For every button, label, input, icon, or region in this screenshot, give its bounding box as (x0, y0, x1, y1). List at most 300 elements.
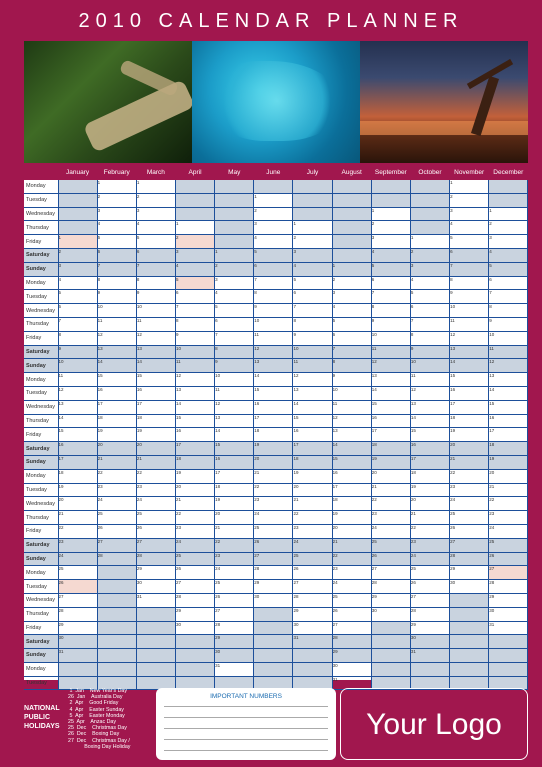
day-cell[interactable]: 3 (58, 262, 97, 276)
day-cell[interactable]: 9 (332, 373, 371, 387)
day-cell[interactable]: 26 (371, 552, 410, 566)
day-cell[interactable] (332, 193, 371, 207)
day-cell[interactable] (136, 635, 175, 649)
day-cell[interactable]: 10 (254, 317, 293, 331)
day-cell[interactable]: 7 (371, 290, 410, 304)
day-cell[interactable]: 11 (450, 317, 489, 331)
day-cell[interactable] (332, 221, 371, 235)
day-cell[interactable]: 11 (136, 317, 175, 331)
day-cell[interactable]: 31 (293, 635, 332, 649)
day-cell[interactable]: 9 (489, 317, 528, 331)
day-cell[interactable]: 4 (97, 221, 136, 235)
day-cell[interactable]: 11 (215, 386, 254, 400)
day-cell[interactable]: 27 (410, 593, 449, 607)
day-cell[interactable]: 20 (97, 442, 136, 456)
day-cell[interactable]: 28 (215, 621, 254, 635)
day-cell[interactable]: 30 (58, 635, 97, 649)
day-cell[interactable]: 3 (136, 207, 175, 221)
day-cell[interactable]: 6 (254, 262, 293, 276)
day-cell[interactable]: 9 (254, 304, 293, 318)
day-cell[interactable]: 4 (215, 290, 254, 304)
day-cell[interactable] (450, 593, 489, 607)
day-cell[interactable]: 2 (410, 248, 449, 262)
day-cell[interactable]: 18 (410, 469, 449, 483)
day-cell[interactable]: 11 (175, 359, 214, 373)
day-cell[interactable]: 28 (136, 552, 175, 566)
day-cell[interactable]: 10 (58, 359, 97, 373)
day-cell[interactable]: 6 (410, 304, 449, 318)
day-cell[interactable]: 14 (58, 414, 97, 428)
day-cell[interactable]: 12 (489, 359, 528, 373)
day-cell[interactable]: 19 (175, 469, 214, 483)
day-cell[interactable]: 25 (254, 524, 293, 538)
day-cell[interactable]: 30 (489, 607, 528, 621)
day-cell[interactable]: 26 (175, 566, 214, 580)
day-cell[interactable]: 9 (58, 345, 97, 359)
day-cell[interactable]: 23 (136, 483, 175, 497)
day-cell[interactable] (371, 621, 410, 635)
day-cell[interactable]: 26 (97, 524, 136, 538)
day-cell[interactable]: 1 (175, 221, 214, 235)
day-cell[interactable]: 25 (450, 511, 489, 525)
day-cell[interactable] (254, 649, 293, 663)
day-cell[interactable]: 27 (175, 580, 214, 594)
day-cell[interactable]: 13 (410, 400, 449, 414)
day-cell[interactable]: 16 (371, 414, 410, 428)
day-cell[interactable]: 17 (332, 483, 371, 497)
day-cell[interactable]: 14 (293, 400, 332, 414)
day-cell[interactable]: 22 (489, 497, 528, 511)
day-cell[interactable]: 1 (371, 207, 410, 221)
day-cell[interactable]: 11 (410, 373, 449, 387)
day-cell[interactable]: 13 (136, 345, 175, 359)
day-cell[interactable]: 15 (332, 455, 371, 469)
day-cell[interactable]: 1 (450, 180, 489, 193)
day-cell[interactable]: 4 (332, 304, 371, 318)
day-cell[interactable]: 1 (410, 235, 449, 249)
day-cell[interactable]: 15 (371, 400, 410, 414)
day-cell[interactable] (215, 180, 254, 193)
day-cell[interactable]: 30 (293, 621, 332, 635)
day-cell[interactable]: 19 (410, 483, 449, 497)
day-cell[interactable] (332, 180, 371, 193)
day-cell[interactable]: 15 (450, 373, 489, 387)
day-cell[interactable]: 17 (175, 442, 214, 456)
day-cell[interactable]: 19 (293, 469, 332, 483)
day-cell[interactable] (293, 180, 332, 193)
day-cell[interactable]: 29 (410, 621, 449, 635)
day-cell[interactable] (175, 662, 214, 676)
day-cell[interactable]: 2 (489, 221, 528, 235)
day-cell[interactable]: 18 (58, 469, 97, 483)
day-cell[interactable]: 21 (97, 455, 136, 469)
day-cell[interactable]: 22 (371, 497, 410, 511)
day-cell[interactable] (450, 662, 489, 676)
day-cell[interactable]: 20 (215, 511, 254, 525)
day-cell[interactable]: 28 (410, 607, 449, 621)
day-cell[interactable] (332, 248, 371, 262)
day-cell[interactable]: 18 (97, 414, 136, 428)
day-cell[interactable]: 9 (136, 290, 175, 304)
day-cell[interactable]: 4 (58, 276, 97, 290)
day-cell[interactable]: 15 (489, 400, 528, 414)
day-cell[interactable]: 4 (371, 248, 410, 262)
day-cell[interactable]: 21 (293, 497, 332, 511)
day-cell[interactable]: 28 (332, 635, 371, 649)
day-cell[interactable]: 9 (293, 331, 332, 345)
day-cell[interactable]: 12 (215, 400, 254, 414)
day-cell[interactable] (410, 207, 449, 221)
day-cell[interactable]: 19 (371, 455, 410, 469)
day-cell[interactable]: 10 (136, 304, 175, 318)
day-cell[interactable]: 1 (97, 180, 136, 193)
day-cell[interactable]: 2 (136, 193, 175, 207)
day-cell[interactable]: 28 (58, 607, 97, 621)
day-cell[interactable]: 19 (332, 511, 371, 525)
day-cell[interactable]: 5 (254, 248, 293, 262)
day-cell[interactable] (136, 662, 175, 676)
day-cell[interactable] (293, 193, 332, 207)
day-cell[interactable]: 15 (254, 386, 293, 400)
day-cell[interactable]: 16 (254, 400, 293, 414)
day-cell[interactable] (58, 193, 97, 207)
day-cell[interactable]: 4 (410, 276, 449, 290)
day-cell[interactable]: 11 (97, 317, 136, 331)
day-cell[interactable]: 16 (293, 428, 332, 442)
day-cell[interactable] (293, 662, 332, 676)
day-cell[interactable]: 13 (254, 359, 293, 373)
day-cell[interactable] (371, 649, 410, 663)
day-cell[interactable]: 25 (58, 566, 97, 580)
day-cell[interactable]: 20 (293, 483, 332, 497)
day-cell[interactable] (489, 180, 528, 193)
day-cell[interactable]: 29 (58, 621, 97, 635)
day-cell[interactable]: 27 (58, 593, 97, 607)
day-cell[interactable]: 26 (293, 566, 332, 580)
day-cell[interactable]: 3 (215, 276, 254, 290)
day-cell[interactable]: 23 (410, 538, 449, 552)
day-cell[interactable] (489, 649, 528, 663)
day-cell[interactable]: 5 (371, 262, 410, 276)
day-cell[interactable]: 2 (215, 262, 254, 276)
day-cell[interactable]: 2 (293, 235, 332, 249)
day-cell[interactable]: 27 (332, 621, 371, 635)
day-cell[interactable]: 29 (136, 566, 175, 580)
day-cell[interactable]: 21 (489, 483, 528, 497)
day-cell[interactable]: 11 (293, 359, 332, 373)
day-cell[interactable]: 1 (489, 207, 528, 221)
day-cell[interactable]: 11 (489, 345, 528, 359)
day-cell[interactable]: 1 (136, 180, 175, 193)
day-cell[interactable]: 24 (136, 497, 175, 511)
day-cell[interactable]: 3 (97, 207, 136, 221)
day-cell[interactable]: 9 (450, 290, 489, 304)
day-cell[interactable]: 25 (175, 552, 214, 566)
day-cell[interactable]: 26 (58, 580, 97, 594)
day-cell[interactable]: 12 (175, 373, 214, 387)
day-cell[interactable] (97, 580, 136, 594)
day-cell[interactable]: 31 (136, 593, 175, 607)
day-cell[interactable]: 31 (58, 649, 97, 663)
day-cell[interactable]: 8 (175, 317, 214, 331)
day-cell[interactable]: 16 (58, 442, 97, 456)
day-cell[interactable]: 24 (371, 524, 410, 538)
day-cell[interactable]: 21 (175, 497, 214, 511)
day-cell[interactable]: 18 (332, 497, 371, 511)
day-cell[interactable]: 18 (136, 414, 175, 428)
day-cell[interactable]: 24 (97, 497, 136, 511)
day-cell[interactable] (254, 662, 293, 676)
day-cell[interactable]: 29 (371, 593, 410, 607)
day-cell[interactable]: 11 (371, 345, 410, 359)
day-cell[interactable]: 2 (97, 193, 136, 207)
day-cell[interactable]: 30 (136, 580, 175, 594)
day-cell[interactable]: 2 (254, 207, 293, 221)
day-cell[interactable]: 22 (254, 483, 293, 497)
day-cell[interactable]: 24 (254, 511, 293, 525)
day-cell[interactable] (175, 193, 214, 207)
day-cell[interactable]: 19 (489, 455, 528, 469)
day-cell[interactable]: 10 (293, 345, 332, 359)
day-cell[interactable] (489, 193, 528, 207)
day-cell[interactable]: 18 (489, 442, 528, 456)
day-cell[interactable] (410, 193, 449, 207)
day-cell[interactable]: 20 (489, 469, 528, 483)
day-cell[interactable]: 3 (293, 248, 332, 262)
day-cell[interactable]: 26 (254, 538, 293, 552)
day-cell[interactable]: 14 (254, 373, 293, 387)
day-cell[interactable]: 9 (410, 345, 449, 359)
day-cell[interactable]: 14 (97, 359, 136, 373)
day-cell[interactable]: 6 (58, 304, 97, 318)
day-cell[interactable]: 25 (97, 511, 136, 525)
day-cell[interactable]: 5 (175, 276, 214, 290)
day-cell[interactable] (58, 207, 97, 221)
day-cell[interactable]: 27 (489, 566, 528, 580)
day-cell[interactable]: 13 (450, 345, 489, 359)
day-cell[interactable]: 10 (410, 359, 449, 373)
day-cell[interactable]: 8 (58, 331, 97, 345)
day-cell[interactable]: 22 (215, 538, 254, 552)
day-cell[interactable]: 10 (332, 386, 371, 400)
day-cell[interactable]: 28 (293, 593, 332, 607)
day-cell[interactable]: 28 (371, 580, 410, 594)
day-cell[interactable]: 2 (450, 193, 489, 207)
day-cell[interactable] (254, 635, 293, 649)
day-cell[interactable]: 18 (175, 455, 214, 469)
day-cell[interactable]: 3 (332, 290, 371, 304)
day-cell[interactable]: 10 (450, 304, 489, 318)
day-cell[interactable]: 9 (215, 359, 254, 373)
day-cell[interactable]: 22 (410, 524, 449, 538)
day-cell[interactable] (97, 649, 136, 663)
day-cell[interactable]: 21 (371, 483, 410, 497)
day-cell[interactable]: 23 (254, 497, 293, 511)
day-cell[interactable]: 16 (97, 386, 136, 400)
day-cell[interactable] (97, 566, 136, 580)
day-cell[interactable]: 13 (58, 400, 97, 414)
day-cell[interactable]: 29 (293, 607, 332, 621)
day-cell[interactable]: 24 (215, 566, 254, 580)
day-cell[interactable]: 12 (254, 345, 293, 359)
day-cell[interactable]: 20 (254, 455, 293, 469)
day-cell[interactable]: 3 (450, 207, 489, 221)
day-cell[interactable]: 28 (97, 552, 136, 566)
day-cell[interactable]: 16 (410, 442, 449, 456)
day-cell[interactable]: 7 (254, 276, 293, 290)
day-cell[interactable]: 15 (136, 373, 175, 387)
day-cell[interactable] (97, 607, 136, 621)
day-cell[interactable]: 20 (175, 483, 214, 497)
day-cell[interactable]: 24 (410, 552, 449, 566)
day-cell[interactable]: 5 (97, 235, 136, 249)
day-cell[interactable]: 2 (175, 235, 214, 249)
day-cell[interactable]: 19 (97, 428, 136, 442)
day-cell[interactable]: 1 (293, 221, 332, 235)
day-cell[interactable]: 4 (293, 262, 332, 276)
day-cell[interactable]: 18 (371, 442, 410, 456)
day-cell[interactable]: 30 (450, 580, 489, 594)
day-cell[interactable]: 7 (489, 290, 528, 304)
day-cell[interactable]: 12 (410, 386, 449, 400)
day-cell[interactable] (97, 621, 136, 635)
day-cell[interactable] (371, 193, 410, 207)
day-cell[interactable]: 7 (175, 304, 214, 318)
day-cell[interactable]: 9 (175, 331, 214, 345)
day-cell[interactable] (175, 635, 214, 649)
day-cell[interactable]: 5 (450, 235, 489, 249)
day-cell[interactable] (410, 180, 449, 193)
day-cell[interactable]: 31 (332, 676, 371, 690)
day-cell[interactable] (175, 180, 214, 193)
day-cell[interactable]: 6 (136, 248, 175, 262)
day-cell[interactable]: 17 (371, 428, 410, 442)
day-cell[interactable]: 23 (215, 552, 254, 566)
day-cell[interactable]: 17 (410, 455, 449, 469)
day-cell[interactable] (215, 207, 254, 221)
day-cell[interactable]: 15 (97, 373, 136, 387)
day-cell[interactable] (450, 621, 489, 635)
day-cell[interactable]: 27 (136, 538, 175, 552)
day-cell[interactable]: 9 (97, 290, 136, 304)
day-cell[interactable]: 6 (489, 276, 528, 290)
day-cell[interactable]: 4 (175, 262, 214, 276)
day-cell[interactable]: 14 (450, 359, 489, 373)
day-cell[interactable]: 28 (489, 580, 528, 594)
day-cell[interactable]: 14 (215, 428, 254, 442)
day-cell[interactable]: 2 (332, 276, 371, 290)
day-cell[interactable]: 20 (58, 497, 97, 511)
day-cell[interactable]: 7 (136, 262, 175, 276)
day-cell[interactable]: 8 (215, 345, 254, 359)
day-cell[interactable]: 5 (58, 290, 97, 304)
day-cell[interactable]: 23 (293, 524, 332, 538)
day-cell[interactable]: 6 (97, 248, 136, 262)
day-cell[interactable] (136, 649, 175, 663)
day-cell[interactable] (332, 235, 371, 249)
day-cell[interactable]: 8 (97, 276, 136, 290)
day-cell[interactable] (97, 662, 136, 676)
day-cell[interactable]: 28 (450, 552, 489, 566)
day-cell[interactable] (97, 635, 136, 649)
day-cell[interactable]: 11 (332, 400, 371, 414)
day-cell[interactable]: 30 (175, 621, 214, 635)
day-cell[interactable]: 7 (97, 262, 136, 276)
day-cell[interactable]: 23 (97, 483, 136, 497)
day-cell[interactable]: 16 (332, 469, 371, 483)
day-cell[interactable] (136, 621, 175, 635)
day-cell[interactable]: 27 (450, 538, 489, 552)
day-cell[interactable]: 12 (293, 373, 332, 387)
day-cell[interactable]: 28 (175, 593, 214, 607)
day-cell[interactable]: 11 (254, 331, 293, 345)
day-cell[interactable]: 1 (215, 248, 254, 262)
day-cell[interactable]: 6 (371, 276, 410, 290)
day-cell[interactable]: 26 (450, 524, 489, 538)
day-cell[interactable]: 29 (215, 635, 254, 649)
day-cell[interactable]: 30 (215, 649, 254, 663)
day-cell[interactable]: 12 (97, 331, 136, 345)
day-cell[interactable]: 25 (332, 593, 371, 607)
day-cell[interactable]: 24 (175, 538, 214, 552)
day-cell[interactable]: 24 (489, 524, 528, 538)
day-cell[interactable]: 29 (332, 649, 371, 663)
day-cell[interactable]: 16 (175, 428, 214, 442)
day-cell[interactable]: 23 (332, 566, 371, 580)
day-cell[interactable] (136, 607, 175, 621)
day-cell[interactable] (58, 221, 97, 235)
day-cell[interactable]: 29 (254, 580, 293, 594)
day-cell[interactable]: 27 (97, 538, 136, 552)
day-cell[interactable]: 23 (489, 511, 528, 525)
day-cell[interactable]: 6 (293, 290, 332, 304)
day-cell[interactable]: 15 (175, 414, 214, 428)
day-cell[interactable]: 8 (254, 290, 293, 304)
day-cell[interactable]: 14 (371, 386, 410, 400)
day-cell[interactable]: 13 (371, 373, 410, 387)
day-cell[interactable]: 16 (136, 386, 175, 400)
day-cell[interactable] (175, 649, 214, 663)
day-cell[interactable]: 30 (332, 662, 371, 676)
day-cell[interactable]: 17 (215, 469, 254, 483)
day-cell[interactable]: 15 (58, 428, 97, 442)
day-cell[interactable]: 18 (450, 414, 489, 428)
day-cell[interactable]: 14 (175, 400, 214, 414)
day-cell[interactable]: 8 (332, 359, 371, 373)
day-cell[interactable]: 7 (58, 317, 97, 331)
day-cell[interactable]: 16 (215, 455, 254, 469)
day-cell[interactable]: 10 (371, 331, 410, 345)
day-cell[interactable]: 14 (489, 386, 528, 400)
day-cell[interactable]: 6 (332, 331, 371, 345)
day-cell[interactable] (332, 207, 371, 221)
day-cell[interactable]: 7 (450, 262, 489, 276)
day-cell[interactable]: 27 (215, 607, 254, 621)
day-cell[interactable]: 3 (371, 235, 410, 249)
day-cell[interactable]: 21 (450, 455, 489, 469)
day-cell[interactable]: 17 (136, 400, 175, 414)
day-cell[interactable]: 5 (410, 290, 449, 304)
day-cell[interactable] (58, 662, 97, 676)
day-cell[interactable]: 18 (254, 428, 293, 442)
day-cell[interactable]: 3 (254, 221, 293, 235)
day-cell[interactable]: 24 (332, 580, 371, 594)
day-cell[interactable]: 7 (293, 304, 332, 318)
day-cell[interactable]: 17 (254, 414, 293, 428)
day-cell[interactable]: 19 (136, 428, 175, 442)
day-cell[interactable] (58, 180, 97, 193)
day-cell[interactable]: 30 (371, 607, 410, 621)
